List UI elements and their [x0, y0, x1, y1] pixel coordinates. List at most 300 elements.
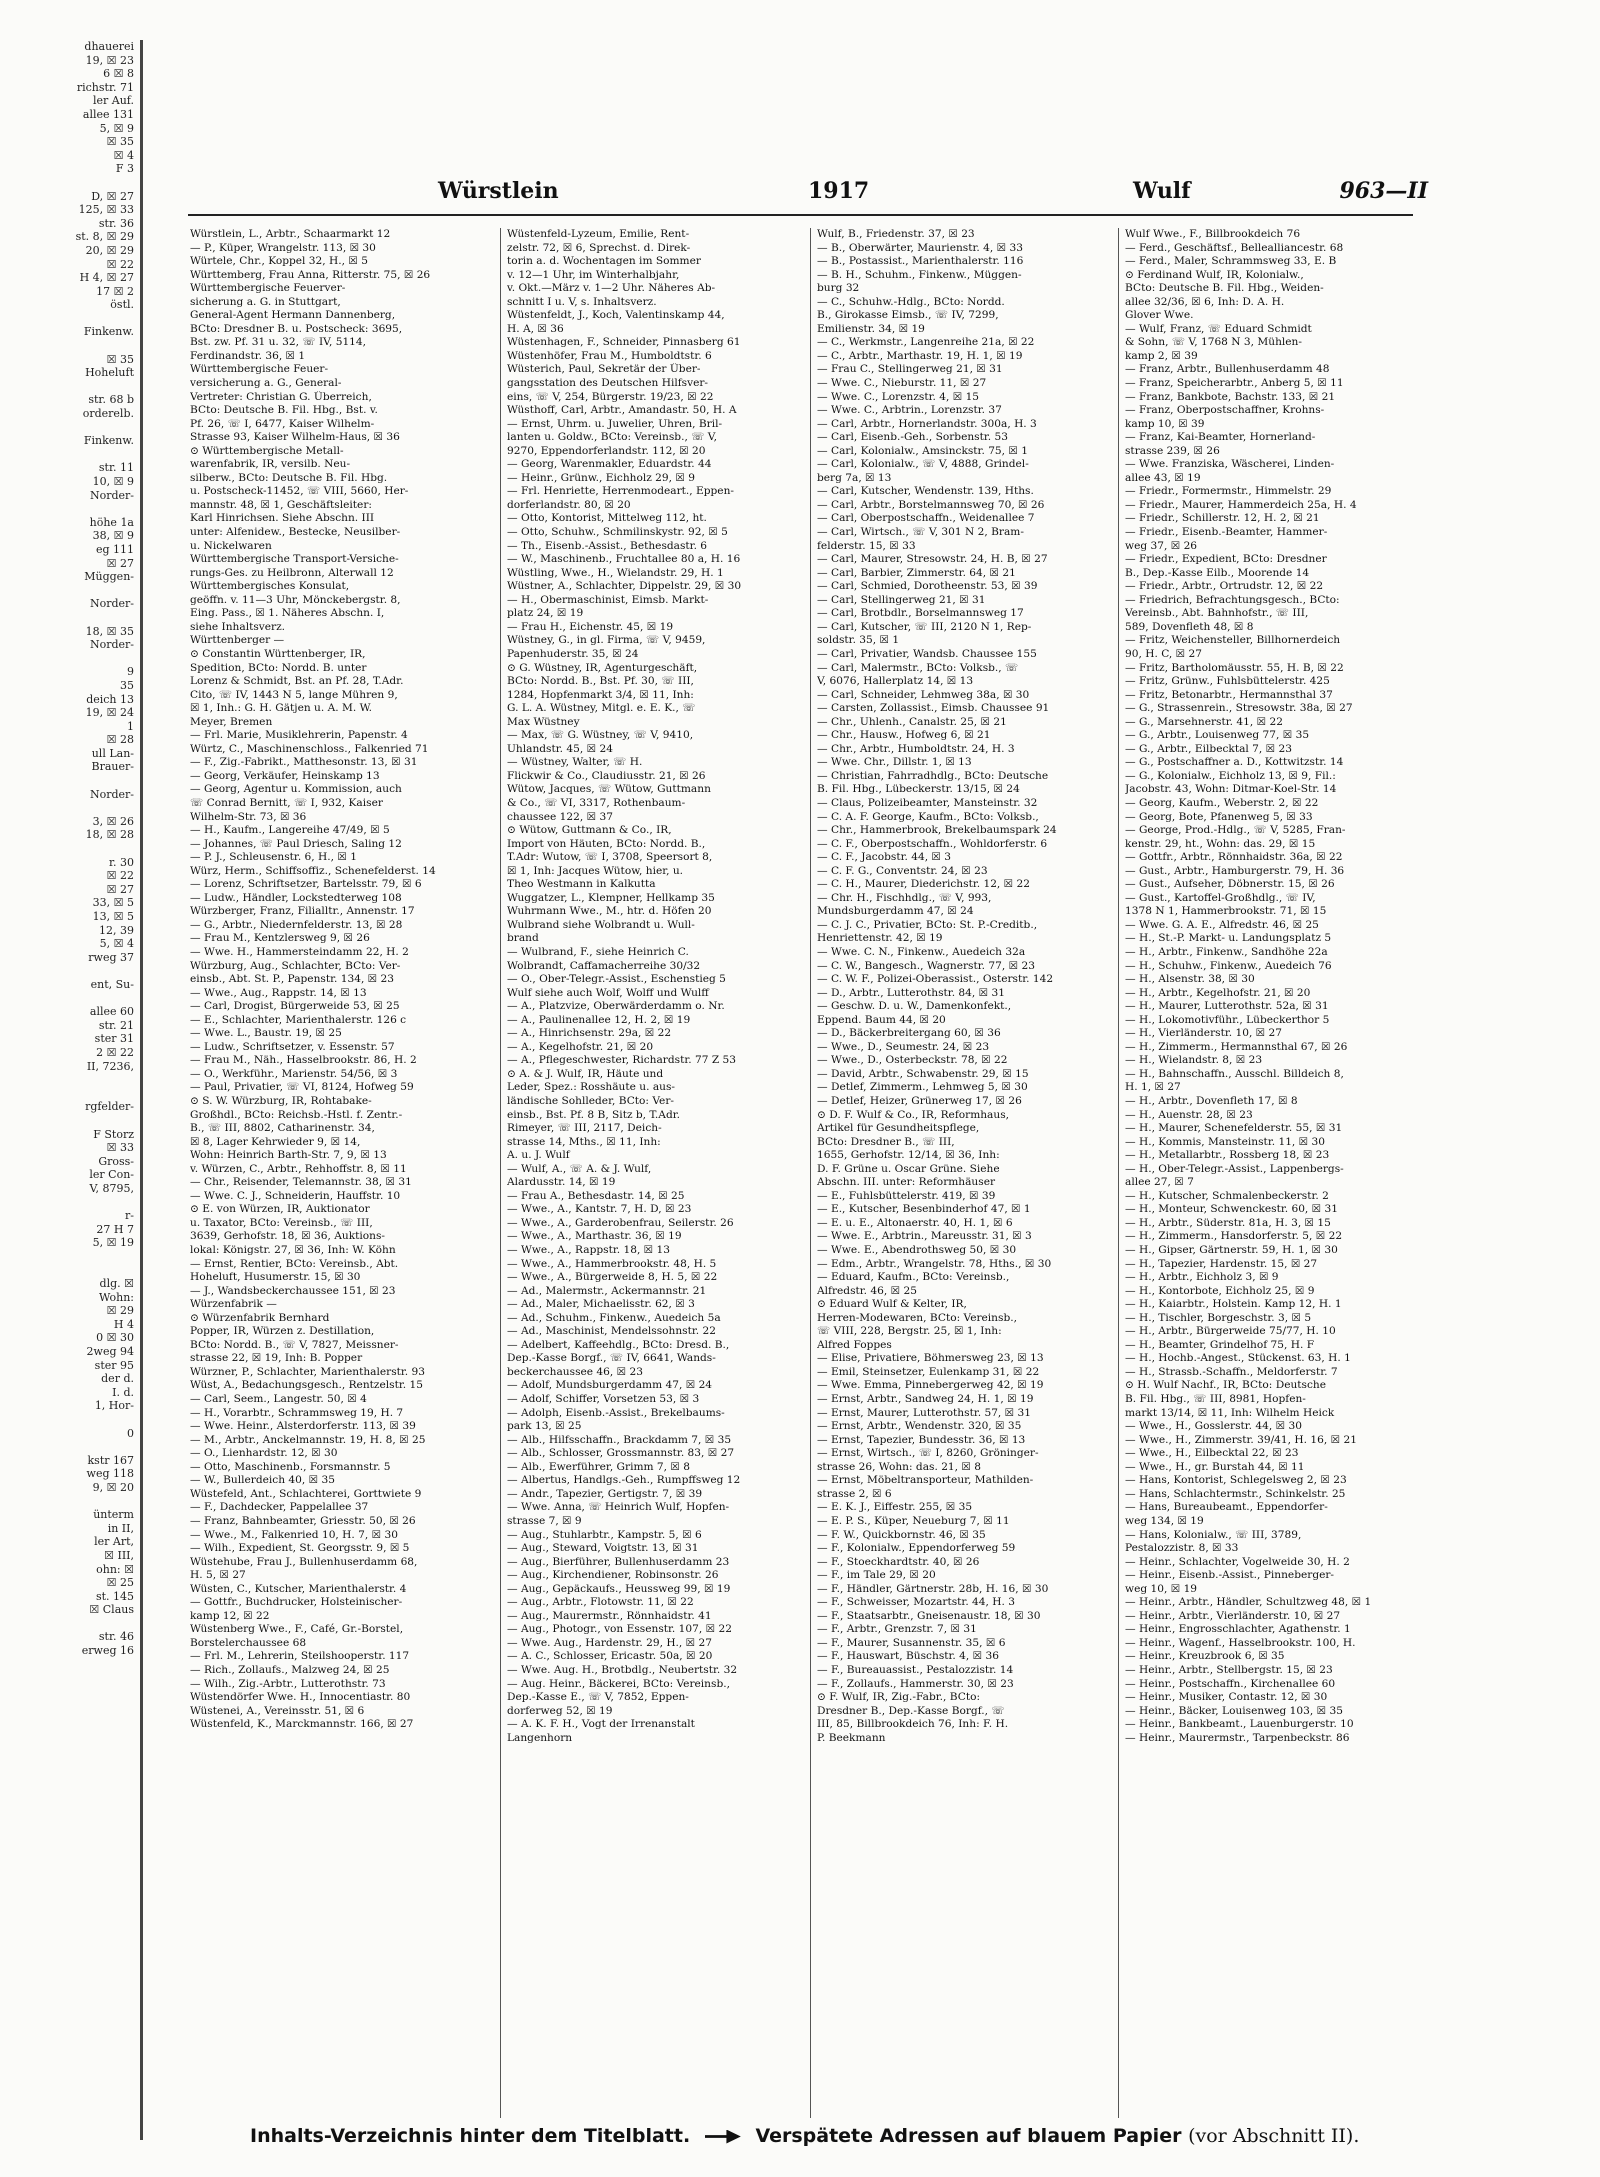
- directory-entry-line: — Carl, Kutscher, Wendenstr. 139, Hths.: [817, 485, 1034, 498]
- directory-entry-line: B. Fil. Hbg., ☏ III, 8981, Hopfen-: [1125, 1393, 1306, 1406]
- gutter-fragment: der d.: [101, 1372, 134, 1386]
- directory-entry-line: — Max, ☏ G. Wüstney, ☏ V, 9410,: [507, 729, 694, 742]
- directory-entry-line: — Wwe., H., Gosslerstr. 44, ☒ 30: [1125, 1420, 1302, 1433]
- directory-entry-line: — H., Kontorbote, Eichholz 25, ☒ 9: [1125, 1284, 1315, 1297]
- directory-entry-line: P. Beekmann: [817, 1731, 886, 1744]
- gutter-fragment: 27 H 7: [96, 1222, 134, 1236]
- directory-entry-line: — Carl, Oberpostschaffn., Weidenallee 7: [817, 512, 1035, 525]
- gutter-fragment: Gross-: [98, 1154, 134, 1168]
- gutter-fragment: 6 ☒ 8: [103, 67, 134, 81]
- directory-entry-line: — Johannes, ☏ Paul Driesch, Saling 12: [190, 837, 402, 850]
- directory-entry-line: — Gust., Kartoffel-Großhdlg., ☏ IV,: [1125, 891, 1316, 904]
- directory-entry-line: — F., Dachdecker, Pappelallee 37: [190, 1501, 369, 1514]
- directory-entry-line: — H., Alsenstr. 38, ☒ 30: [1125, 973, 1255, 986]
- directory-entry-line: Alardusstr. 14, ☒ 19: [507, 1176, 616, 1189]
- directory-entry-line: — E., Schlachter, Marienthalerstr. 126 c: [190, 1013, 407, 1026]
- directory-entry-line: — Heinr., Schlachter, Vogelweide 30, H. 2: [1125, 1555, 1350, 1568]
- directory-entry-line: Vertreter: Christian G. Überreich,: [190, 390, 372, 403]
- directory-entry-line: — H., Tapezier, Hardenstr. 15, ☒ 27: [1125, 1257, 1318, 1270]
- gutter-fragment: [0, 611, 140, 625]
- directory-entry-line: — Georg, Agentur u. Kommission, auch: [190, 783, 402, 796]
- directory-entry-line: — A. K. F. H., Vogt der Irrenanstalt: [507, 1718, 695, 1731]
- directory-entry-line: BCto: Nordd. B., Bst. Pf. 30, ☏ III,: [507, 675, 694, 688]
- directory-entry-line: Wulf Wwe., F., Billbrookdeich 76: [1125, 228, 1301, 240]
- directory-entry-line: — G., Postschaffner a. D., Kottwitzstr. 14: [1125, 756, 1344, 769]
- directory-entry-line: Wuggatzer, L., Klempner, Hellkamp 35: [507, 891, 715, 904]
- gutter-fragment: 33, ☒ 5: [92, 896, 134, 910]
- gutter-fragment: V, 8795,: [89, 1181, 134, 1195]
- directory-entry-line: ⊙ Württembergische Metall-: [190, 444, 344, 457]
- directory-entry-line: — A., Pflegeschwester, Richardstr. 77 Z 53: [507, 1054, 737, 1067]
- directory-entry-line: — Adolf, Mundsburgerdamm 47, ☒ 24: [507, 1379, 713, 1392]
- gutter-fragment: [0, 774, 140, 788]
- gutter-fragment: weg 118: [86, 1467, 134, 1481]
- gutter-fragment: [0, 964, 140, 978]
- directory-entry-line: sicherung a. G. in Stuttgart,: [190, 295, 341, 308]
- header-right-word: Wulf: [1133, 178, 1191, 204]
- directory-entry-line: — Gottfr., Arbtr., Rönnhaidstr. 36a, ☒ 22: [1125, 851, 1343, 864]
- gutter-fragment: [0, 801, 140, 815]
- directory-entry-line: ⊙ G. Wüstney, IR, Agenturgeschäft,: [507, 661, 698, 674]
- directory-entry-line: — Carl, Brotbdlr., Borselmannsweg 17: [817, 607, 1024, 620]
- directory-entry-line: — Carl, Barbier, Zimmerstr. 64, ☒ 21: [817, 566, 1016, 579]
- directory-entry-line: D. F. Grüne u. Oscar Grüne. Siehe: [817, 1162, 1000, 1175]
- directory-entry-line: Wolbrandt, Caffamacherreihe 30/32: [507, 959, 701, 972]
- gutter-fragment: [0, 176, 140, 190]
- directory-entry-line: Artikel für Gesundheitspflege,: [817, 1122, 980, 1135]
- directory-entry-line: ☒ 1, Inh.: G. H. Gätjen u. A. M. W.: [190, 702, 372, 715]
- directory-entry-line: — Franz, Bankbote, Bachstr. 133, ☒ 21: [1125, 390, 1336, 403]
- directory-entry-line: — G., Arbtr., Eilbecktal 7, ☒ 23: [1125, 742, 1292, 755]
- directory-entry-line: strasse 26, Wohn: das. 21, ☒ 8: [817, 1460, 982, 1473]
- directory-entry-line: — H., Kaiarbtr., Holstein. Kamp 12, H. 1: [1125, 1298, 1342, 1311]
- header-left-word: Würstlein: [438, 178, 559, 204]
- directory-entry-line: — Wwe. C. J., Schneiderin, Hauffstr. 10: [190, 1189, 401, 1202]
- directory-entry-line: — E., Kutscher, Besenbinderhof 47, ☒ 1: [817, 1203, 1031, 1216]
- directory-entry-line: geöffn. v. 11—3 Uhr, Mönckebergstr. 8,: [190, 593, 401, 606]
- directory-entry-line: u. Postscheck-11452, ☏ VIII, 5660, Her-: [190, 485, 409, 498]
- directory-entry-line: — H., Kaufm., Langereihe 47/49, ☒ 5: [190, 824, 390, 837]
- directory-entry-line: — Frau H., Eichenstr. 45, ☒ 19: [507, 620, 674, 633]
- gutter-fragment: [0, 1087, 140, 1101]
- directory-entry-line: Eppend. Baum 44, ☒ 20: [817, 1013, 946, 1026]
- directory-entry-line: — Friedr., Formermstr., Himmelstr. 29: [1125, 485, 1332, 498]
- directory-entry-line: ☏ VIII, 228, Bergstr. 25, ☒ 1, Inh:: [817, 1325, 1002, 1338]
- gutter-fragment: 12, 39: [99, 923, 134, 937]
- directory-entry-line: u. Nickelwaren: [190, 539, 272, 552]
- directory-entry-line: Würstlein, L., Arbtr., Schaarmarkt 12: [190, 228, 391, 240]
- directory-entry-line: Wüsten, C., Kutscher, Marienthalerstr. 4: [190, 1582, 407, 1595]
- directory-entry-line: ⊙ A. & J. Wulf, IR, Häute und: [507, 1067, 664, 1080]
- directory-entry-line: — Wwe., A., Marthastr. 36, ☒ 19: [507, 1230, 682, 1243]
- directory-entry-line: — Andr., Tapezier, Gertigstr. 7, ☒ 39: [507, 1487, 703, 1500]
- directory-entry-line: — O., Lienhardstr. 12, ☒ 30: [190, 1447, 338, 1460]
- directory-entry-line: Pestalozzistr. 8, ☒ 33: [1125, 1542, 1239, 1555]
- footer-text-3: (vor Abschnitt II).: [1188, 2125, 1360, 2147]
- directory-entry-line: Pf. 26, ☏ I, 6477, Kaiser Wilhelm-: [190, 417, 375, 430]
- directory-entry-line: strasse 2, ☒ 6: [817, 1487, 892, 1500]
- directory-entry-line: — C. W., Bangesch., Wagnerstr. 77, ☒ 23: [817, 959, 1035, 972]
- directory-entry-line: — Friedr., Schillerstr. 12, H. 2, ☒ 21: [1125, 512, 1320, 525]
- directory-entry-line: — A. C., Schlosser, Ericastr. 50a, ☒ 20: [507, 1650, 713, 1663]
- directory-entry-line: — George, Prod.-Hdlg., ☏ V, 5285, Fran-: [1125, 824, 1346, 837]
- directory-entry-line: Würtz, C., Maschinenschloss., Falkenried 71: [190, 742, 429, 755]
- directory-entry-line: — A., Hinrichsenstr. 29a, ☒ 22: [507, 1027, 672, 1040]
- directory-entry-line: — C., Schuhw.-Hdlg., BCto: Nordd.: [817, 295, 1005, 308]
- directory-entry-line: beckerchaussee 46, ☒ 23: [507, 1365, 643, 1378]
- directory-entry-line: Abschn. III. unter: Reformhäuser: [817, 1176, 996, 1189]
- gutter-fragment: Wohn:: [98, 1290, 134, 1304]
- directory-entry-line: — Gust., Arbtr., Hamburgerstr. 79, H. 36: [1125, 864, 1345, 877]
- columns-area: [190, 228, 1415, 2118]
- gutter-fragment: 19, ☒ 23: [85, 53, 134, 67]
- gutter-fragment: höhe 1a: [89, 515, 134, 529]
- directory-entry-line: Würzburg, Aug., Schlachter, BCto: Ver-: [190, 959, 401, 972]
- directory-entry-line: — Franz, Arbtr., Bullenhuserdamm 48: [1125, 363, 1330, 376]
- gutter-fragment: deich 13: [86, 692, 134, 706]
- directory-entry-line: — Frau A., Bethesdastr. 14, ☒ 25: [507, 1189, 685, 1202]
- gutter-fragment: 18, ☒ 28: [85, 828, 134, 842]
- directory-entry-line: — H., Arbtr., Süderstr. 81a, H. 3, ☒ 15: [1125, 1216, 1331, 1229]
- directory-entry-line: Emilienstr. 34, ☒ 19: [817, 322, 925, 335]
- directory-entry-line: — Heinr., Arbtr., Vierländerstr. 10, ☒ 27: [1125, 1609, 1341, 1622]
- directory-entry-line: Vereinsb., Abt. Bahnhofstr., ☏ III,: [1125, 607, 1309, 620]
- directory-entry-line: — Carl, Kolonialw., ☏ V, 4888, Grindel-: [817, 458, 1029, 471]
- directory-entry-line: torin a. d. Wochentagen im Sommer: [507, 255, 701, 268]
- directory-entry-line: — H., Maurer, Schenefelderstr. 55, ☒ 31: [1125, 1122, 1343, 1135]
- gutter-fragment: erweg 16: [81, 1644, 134, 1658]
- directory-entry-line: — Carl, Arbtr., Borstelmannsweg 70, ☒ 26: [817, 498, 1045, 511]
- directory-entry-line: B., Dep.-Kasse Eilb., Moorende 14: [1125, 566, 1310, 579]
- directory-entry-line: Wüst, A., Bedachungsgesch., Rentzelstr. 15: [190, 1379, 423, 1392]
- directory-entry-line: — E. K. J., Eiffestr. 255, ☒ 35: [817, 1501, 973, 1514]
- gutter-fragment: ☒ 35: [106, 135, 134, 149]
- gutter-fragment: [0, 312, 140, 326]
- directory-entry-line: — Heinr., Maurermstr., Tarpenbeckstr. 86: [1125, 1731, 1350, 1744]
- directory-entry-line: — E., Fuhlsbüttelerstr. 419, ☒ 39: [817, 1189, 996, 1202]
- directory-entry-line: — Wwe. C., Nieburstr. 11, ☒ 27: [817, 377, 987, 390]
- directory-entry-line: — M., Arbtr., Anckelmannstr. 19, H. 8, ☒ 25: [190, 1433, 426, 1446]
- directory-entry-line: — Frl. M., Lehrerin, Steilshooperstr. 117: [190, 1650, 410, 1663]
- directory-entry-line: Würzner, P., Schlachter, Marienthalerstr. 93: [190, 1365, 426, 1378]
- gutter-fragment: Finkenw.: [83, 325, 134, 339]
- directory-entry-line: 3639, Gerhofstr. 18, ☒ 36, Auktions-: [190, 1230, 385, 1243]
- directory-entry-line: III, 85, Billbrookdeich 76, Inh: F. H.: [817, 1718, 1009, 1731]
- directory-entry-line: Wüsthoff, Carl, Arbtr., Amandastr. 50, H. A: [507, 404, 737, 417]
- gutter-fragment: richstr. 71: [76, 80, 134, 94]
- directory-entry-line: — H., Tischler, Borgeschstr. 3, ☒ 5: [1125, 1311, 1312, 1324]
- gutter-fragment: ☒ 25: [106, 1576, 134, 1590]
- gutter-fragment: ☒ 28: [106, 733, 134, 747]
- directory-entry-line: Ferdinandstr. 36, ☒ 1: [190, 349, 306, 362]
- directory-entry-line: v. 12—1 Uhr, im Winterhalbjahr,: [507, 268, 680, 281]
- directory-entry-line: — H., Kommis, Mansteinstr. 11, ☒ 30: [1125, 1135, 1326, 1148]
- gutter-fragment: [0, 1263, 140, 1277]
- directory-entry-line: Popper, IR, Würzen z. Destillation,: [190, 1325, 375, 1338]
- directory-entry-line: Jacobstr. 43, Wohn: Ditmar-Koel-Str. 14: [1125, 783, 1337, 796]
- directory-entry-line: kamp 2, ☒ 39: [1125, 349, 1198, 362]
- directory-entry-line: — Carl, Arbtr., Hornerlandstr. 300a, H. 3: [817, 417, 1037, 430]
- footer-text-2: Verspätete Adressen auf blauem Papier: [755, 2125, 1182, 2147]
- directory-entry-line: — Carl, Privatier, Wandsb. Chaussee 155: [817, 647, 1037, 660]
- directory-entry-line: — Wwe. C., Lorenzstr. 4, ☒ 15: [817, 390, 980, 403]
- directory-entry-line: — Ernst, Möbeltransporteur, Mathilden-: [817, 1474, 1034, 1487]
- gutter-fragment: r. 30: [108, 855, 134, 869]
- directory-entry-line: v. Würzen, C., Arbtr., Rehhoffstr. 8, ☒ 11: [190, 1162, 407, 1175]
- directory-entry-line: — H., Bahnschaffn., Ausschl. Billdeich 8,: [1125, 1067, 1344, 1080]
- directory-entry-line: — F., Arbtr., Grenzstr. 7, ☒ 31: [817, 1623, 977, 1636]
- directory-entry-line: — P. J., Schleusenstr. 6, H., ☒ 1: [190, 851, 357, 864]
- directory-entry-line: — Gottfr., Buchdrucker, Holsteinischer-: [190, 1596, 403, 1609]
- directory-entry-line: — Aug., Maurermstr., Rönnhaidstr. 41: [507, 1609, 712, 1622]
- directory-entry-line: schnitt I u. V, s. Inhaltsverz.: [507, 295, 657, 308]
- directory-entry-line: ⊙ Constantin Württenberger, IR,: [190, 647, 366, 660]
- directory-entry-line: — H., Strassb.-Schaffn., Meldorferstr. 7: [1125, 1365, 1338, 1378]
- directory-entry-line: — Carl, Schneider, Lehmweg 38a, ☒ 30: [817, 688, 1030, 701]
- gutter-fragment: 3, ☒ 26: [92, 814, 134, 828]
- directory-entry-line: — Fritz, Betonarbtr., Hermannsthal 37: [1125, 688, 1333, 701]
- gutter-fragment: ohn: ☒: [96, 1562, 134, 1576]
- directory-entry-line: Cito, ☏ IV, 1443 N 5, lange Mühren 9,: [190, 688, 398, 701]
- directory-entry-line: H. 1, ☒ 27: [1125, 1081, 1181, 1094]
- directory-entry-line: — Fritz, Bartholomäusstr. 55, H. B, ☒ 22: [1125, 661, 1344, 674]
- directory-entry-line: — Ludw., Schriftsetzer, v. Essenstr. 57: [190, 1040, 395, 1053]
- gutter-fragment: allee 131: [82, 107, 134, 121]
- directory-entry-line: strasse 14, Mths., ☒ 11, Inh:: [507, 1135, 661, 1148]
- directory-entry-line: rungs-Ges. zu Heilbronn, Alterwall 12: [190, 566, 394, 579]
- directory-entry-line: — Claus, Polizeibeamter, Mansteinstr. 32: [817, 796, 1038, 809]
- directory-entry-line: — Heinr., Engrosschlachter, Agathenstr. 1: [1125, 1623, 1351, 1636]
- directory-entry-line: — W., Maschinenb., Fruchtallee 80 a, H. 16: [507, 553, 741, 566]
- directory-entry-line: — Alb., Hilfsschaffn., Brackdamm 7, ☒ 35: [507, 1433, 732, 1446]
- directory-entry-line: — Aug., Gepäckaufs., Heussweg 99, ☒ 19: [507, 1582, 731, 1595]
- directory-entry-line: — D., Bäckerbreitergang 60, ☒ 36: [817, 1027, 1001, 1040]
- directory-entry-line: — Paul, Privatier, ☏ VI, 8124, Hofweg 59: [190, 1081, 414, 1094]
- directory-entry-line: — Friedr., Expedient, BCto: Dresdner: [1125, 553, 1327, 566]
- directory-entry-line: — Carl, Kolonialw., Amsinckstr. 75, ☒ 1: [817, 444, 1029, 457]
- directory-entry-line: — Carl, Maurer, Stresowstr. 24, H. B, ☒ 27: [817, 553, 1048, 566]
- directory-entry-line: — Carl, Drogist, Bürgerweide 53, ☒ 25: [190, 1000, 400, 1013]
- directory-entry-line: Dep.-Kasse E., ☏ V, 7852, Eppen-: [507, 1691, 689, 1704]
- directory-entry-line: ⊙ Eduard Wulf & Kelter, IR,: [817, 1298, 967, 1311]
- directory-entry-line: Dresdner B., Dep.-Kasse Borgf., ☏: [817, 1704, 1005, 1717]
- directory-entry-line: — Georg, Verkäufer, Heinskamp 13: [190, 769, 380, 782]
- directory-entry-line: — H., Beamter, Grindelhof 75, H. F: [1125, 1338, 1315, 1351]
- gutter-fragment: rweg 37: [88, 950, 134, 964]
- directory-entry-line: — Heinr., Kreuzbrook 6, ☒ 35: [1125, 1650, 1285, 1663]
- directory-entry-line: weg 10, ☒ 19: [1125, 1582, 1198, 1595]
- directory-entry-line: — Chr., Hausw., Hofweg 6, ☒ 21: [817, 729, 991, 742]
- directory-entry-line: einsb., Abt. St. P., Papenstr. 134, ☒ 23: [190, 973, 395, 986]
- directory-entry-line: — H., Maurer, Lutterothstr. 52a, ☒ 31: [1125, 1000, 1329, 1013]
- gutter-fragment: Finkenw.: [83, 434, 134, 448]
- gutter-fragment: 2weg 94: [86, 1345, 134, 1358]
- directory-entry-line: — Franz, Kai-Beamter, Hornerland-: [1125, 431, 1316, 444]
- directory-entry-line: — J., Wandsbeckerchaussee 151, ☒ 23: [190, 1284, 396, 1297]
- gutter-fragment: H 4, ☒ 27: [79, 271, 134, 285]
- directory-entry-line: BCto: Deutsche B. Fil. Hbg., Bst. v.: [190, 404, 378, 417]
- gutter-fragment: r-: [125, 1209, 134, 1223]
- gutter-fragment: rgfelder-: [85, 1100, 134, 1114]
- directory-entry-line: Alfred Foppes: [817, 1338, 892, 1351]
- directory-entry-line: — Carl, Wirtsch., ☏ V, 301 N 2, Bram-: [817, 526, 1024, 539]
- gutter-fragment: 125, ☒ 33: [78, 203, 134, 217]
- directory-entry-line: — Chr., Uhlenh., Canalstr. 25, ☒ 21: [817, 715, 1007, 728]
- directory-entry-line: 1284, Hopfenmarkt 3/4, ☒ 11, Inh:: [507, 688, 694, 701]
- gutter-fragment: Norder-: [89, 638, 134, 652]
- directory-entry-line: H. 5, ☒ 27: [190, 1569, 246, 1582]
- directory-entry-line: Lorenz & Schmidt, Bst. an Pf. 28, T.Adr.: [190, 675, 404, 688]
- gutter-fragment: str. 46: [98, 1630, 134, 1644]
- directory-entry-line: — Wwe., D., Osterbeckstr. 78, ☒ 22: [817, 1054, 1008, 1067]
- gutter-fragment: kstr 167: [87, 1453, 134, 1467]
- directory-entry-line: Württembergisches Konsulat,: [190, 580, 350, 593]
- directory-entry-line: Wüstefeld, Ant., Schlachterei, Gorttwiete 9: [190, 1487, 422, 1500]
- directory-entry-line: ⊙ S. W. Würzburg, IR, Rohtabake-: [190, 1095, 372, 1107]
- directory-entry-line: Württembergische Feuerver-: [190, 282, 346, 295]
- directory-entry-line: — Aug., Photogr., von Essenstr. 107, ☒ 22: [507, 1623, 732, 1636]
- gutter-fragment: 5, ☒ 19: [92, 1236, 134, 1250]
- directory-entry-line: Herren-Modewaren, BCto: Vereinsb.,: [817, 1311, 1017, 1324]
- directory-entry-line: Wüstenberg Wwe., F., Café, Gr.-Borstel,: [190, 1623, 404, 1636]
- gutter-fragment: 20, ☒ 29: [85, 243, 134, 257]
- directory-entry-line: — W., Bullerdeich 40, ☒ 35: [190, 1474, 335, 1487]
- gutter-fragment: 0 ☒ 30: [96, 1331, 134, 1345]
- directory-entry-line: Würzenfabrik —: [190, 1298, 277, 1311]
- directory-entry-line: — Hans, Schlachtermstr., Schinkelstr. 25: [1125, 1487, 1346, 1500]
- header-rule: [188, 214, 1413, 216]
- directory-entry-line: — Georg, Bote, Pfanenweg 5, ☒ 33: [1125, 810, 1313, 823]
- gutter-fragment: ☒ 29: [106, 1304, 134, 1318]
- directory-entry-line: — A., Kegelhofstr. 21, ☒ 20: [507, 1040, 654, 1053]
- gutter-fragment: [0, 380, 140, 394]
- directory-entry-line: — F., Kolonialw., Eppendorferweg 59: [817, 1542, 1016, 1555]
- directory-entry-line: — H., Arbtr., Dovenfleth 17, ☒ 8: [1125, 1095, 1298, 1107]
- directory-entry-line: — Wwe., A., Garderobenfrau, Seilerstr. 26: [507, 1216, 734, 1229]
- gutter-fragment: orderelb.: [82, 407, 134, 421]
- directory-entry-line: — H., Auenstr. 28, ☒ 23: [1125, 1108, 1253, 1121]
- directory-entry-line: Großhdl., BCto: Reichsb.-Hstl. f. Zentr.-: [190, 1108, 403, 1121]
- directory-entry-line: Wüstling, Wwe., H., Wielandstr. 29, H. 1: [507, 566, 724, 579]
- directory-entry-line: zelstr. 72, ☒ 6, Sprechst. d. Direk-: [507, 241, 691, 254]
- directory-entry-line: BCto: Dresdner B. u. Postscheck: 3695,: [190, 322, 403, 335]
- directory-entry-line: — F. W., Quickbornstr. 46, ☒ 35: [817, 1528, 986, 1541]
- directory-entry-line: Württembergische Transport-Versiche-: [190, 553, 399, 566]
- directory-entry-line: ⊙ E. von Würzen, IR, Auktionator: [190, 1203, 370, 1216]
- directory-entry-line: — Heinr., Musiker, Contastr. 12, ☒ 30: [1125, 1691, 1328, 1704]
- page-number: 963—II: [1339, 178, 1428, 204]
- directory-entry-line: — Carl, Schmied, Dorotheenstr. 53, ☒ 39: [817, 580, 1038, 593]
- directory-entry-line: — Ferd., Maler, Schrammsweg 33, E. B: [1125, 255, 1337, 268]
- gutter-fragment: in II,: [107, 1521, 134, 1535]
- gutter-fragment: F 3: [115, 162, 134, 176]
- directory-entry-line: Alfredstr. 46, ☒ 25: [817, 1284, 917, 1297]
- directory-entry-line: — Chr. H., Fischhdlg., ☏ V, 993,: [817, 891, 992, 904]
- gutter-fragment: ünterm: [93, 1508, 134, 1522]
- directory-entry-line: — Ad., Maler, Michaelisstr. 62, ☒ 3: [507, 1298, 695, 1311]
- directory-entry-line: ⊙ D. F. Wulf & Co., IR, Reformhaus,: [817, 1108, 1009, 1121]
- directory-entry-line: Würz, Herm., Schiffsoffiz., Schenefelderst. 14: [190, 864, 436, 877]
- gutter-fragment: [0, 421, 140, 435]
- directory-entry-line: — Otto, Maschinenb., Forsmannstr. 5: [190, 1460, 391, 1473]
- previous-page-gutter: [0, 40, 143, 2140]
- gutter-fragment: Hoheluft: [85, 366, 134, 380]
- directory-entry-line: — H., Vorarbtr., Schrammsweg 19, H. 7: [190, 1406, 404, 1419]
- directory-entry-line: — Carl, Seem., Langestr. 50, ☒ 4: [190, 1393, 367, 1406]
- directory-entry-line: Wütow, Jacques, ☏ Wütow, Guttmann: [507, 783, 711, 796]
- directory-entry-line: — Carl, Eisenb.-Geh., Sorbenstr. 53: [817, 431, 1008, 444]
- directory-entry-line: ⊙ Würzenfabrik Bernhard: [190, 1311, 330, 1324]
- directory-entry-line: — C., Werkmstr., Langenreihe 21a, ☒ 22: [817, 336, 1035, 349]
- directory-entry-line: — C., Arbtr., Marthastr. 19, H. 1, ☒ 19: [817, 349, 1023, 362]
- directory-entry-line: Theo Westmann in Kalkutta: [507, 878, 656, 891]
- gutter-fragment: 1: [127, 719, 134, 733]
- directory-entry-line: — Ernst, Maurer, Lutterothstr. 57, ☒ 31: [817, 1406, 1032, 1419]
- directory-entry-line: — Wulf, Franz, ☏ Eduard Schmidt: [1125, 322, 1312, 335]
- directory-entry-line: Hoheluft, Husumerstr. 15, ☒ 30: [190, 1271, 361, 1284]
- directory-entry-line: — Hans, Bureaubeamt., Eppendorfer-: [1125, 1501, 1328, 1514]
- gutter-fragment: str. 36: [98, 216, 134, 230]
- directory-entry-line: Henriettenstr. 42, ☒ 19: [817, 932, 943, 945]
- directory-entry-line: ⊙ Wütow, Guttmann & Co., IR,: [507, 824, 672, 837]
- directory-entry-line: Wüstenfeldt, J., Koch, Valentinskamp 44,: [507, 309, 725, 322]
- directory-entry-line: — Detlef, Heizer, Grünerweg 17, ☒ 26: [817, 1095, 1022, 1107]
- directory-entry-line: burg 32: [817, 282, 860, 295]
- directory-entry-line: — Eduard, Kaufm., BCto: Vereinsb.,: [817, 1271, 1010, 1284]
- directory-entry-line: — A., Platzvize, Oberwärderdamm o. Nr.: [507, 1000, 725, 1013]
- directory-entry-line: strasse 7, ☒ 9: [507, 1514, 582, 1527]
- directory-entry-line: B., ☏ III, 8802, Catharinenstr. 34,: [190, 1122, 375, 1135]
- directory-entry-line: — Emil, Steinsetzer, Eulenkamp 31, ☒ 22: [817, 1365, 1040, 1378]
- gutter-fragment: str. 68 b: [88, 393, 134, 407]
- directory-entry-line: — Wwe. G. A. E., Alfredstr. 46, ☒ 25: [1125, 918, 1319, 931]
- directory-entry-line: — H., Zimmerm., Hansdorferstr. 5, ☒ 22: [1125, 1230, 1343, 1243]
- directory-entry-line: — Frau C., Stellingerweg 21, ☒ 31: [817, 363, 1003, 376]
- directory-entry-line: Karl Hinrichsen. Siehe Abschn. III: [190, 512, 375, 525]
- directory-entry-line: — F., Stoeckhardtstr. 40, ☒ 26: [817, 1555, 980, 1568]
- directory-entry-line: Bst. zw. Pf. 31 u. 32, ☏ IV, 5114,: [190, 336, 367, 349]
- gutter-fragment: ☒ III,: [104, 1548, 134, 1562]
- directory-entry-line: — H., Wielandstr. 8, ☒ 23: [1125, 1054, 1263, 1067]
- directory-entry-line: B. Fil. Hbg., Lübeckerstr. 13/15, ☒ 24: [817, 783, 1020, 796]
- directory-entry-line: kenstr. 29, ht., Wohn: das. 29, ☒ 15: [1125, 837, 1316, 850]
- gutter-fragment: D, ☒ 27: [91, 189, 134, 203]
- directory-entry-line: — H., Monteur, Schwenckestr. 60, ☒ 31: [1125, 1203, 1339, 1216]
- directory-entry-line: markt 13/14, ☒ 11, Inh: Wilhelm Heick: [1125, 1406, 1335, 1419]
- gutter-fragment: ☒ 22: [106, 869, 134, 883]
- directory-entry-line: — C. F. G., Conventstr. 24, ☒ 23: [817, 864, 988, 877]
- directory-entry-line: Wulf, B., Friedenstr. 37, ☒ 23: [817, 228, 975, 240]
- directory-entry-line: — Heinr., Bäcker, Louisenweg 103, ☒ 35: [1125, 1704, 1343, 1717]
- gutter-fragment: 1, Hor-: [94, 1399, 134, 1413]
- gutter-fragment: 13, ☒ 5: [92, 910, 134, 923]
- directory-entry-line: Borstelerchaussee 68: [190, 1636, 307, 1649]
- directory-entry-line: H. A, ☒ 36: [507, 322, 564, 335]
- directory-entry-line: — B. H., Schuhm., Finkenw., Müggen-: [817, 268, 1022, 281]
- directory-entry-line: — Aug. Heinr., Bäckerei, BCto: Vereinsb.,: [507, 1677, 730, 1690]
- directory-entry-line: Glover Wwe.: [1125, 309, 1194, 322]
- directory-entry-line: u. Taxator, BCto: Vereinsb., ☏ III,: [190, 1216, 373, 1229]
- directory-entry-line: — Heinr., Bankbeamt., Lauenburgerstr. 10: [1125, 1718, 1354, 1731]
- directory-entry-line: — H., Ober-Telegr.-Assist., Lappenbergs-: [1125, 1162, 1344, 1175]
- directory-entry-line: — Alb., Schlosser, Grossmannstr. 83, ☒ 27: [507, 1447, 735, 1460]
- gutter-fragment: str. 21: [98, 1018, 134, 1032]
- directory-entry-line: — G., Strassenrein., Stresowstr. 38a, ☒ 27: [1125, 702, 1353, 715]
- directory-entry-line: Wilhelm-Str. 73, ☒ 36: [190, 810, 307, 823]
- directory-entry-line: Würtele, Chr., Koppel 32, H., ☒ 5: [190, 255, 368, 268]
- directory-entry-line: Langenhorn: [507, 1731, 573, 1744]
- directory-entry-line: — Wwe. Aug., Hardenstr. 29, H., ☒ 27: [507, 1636, 712, 1649]
